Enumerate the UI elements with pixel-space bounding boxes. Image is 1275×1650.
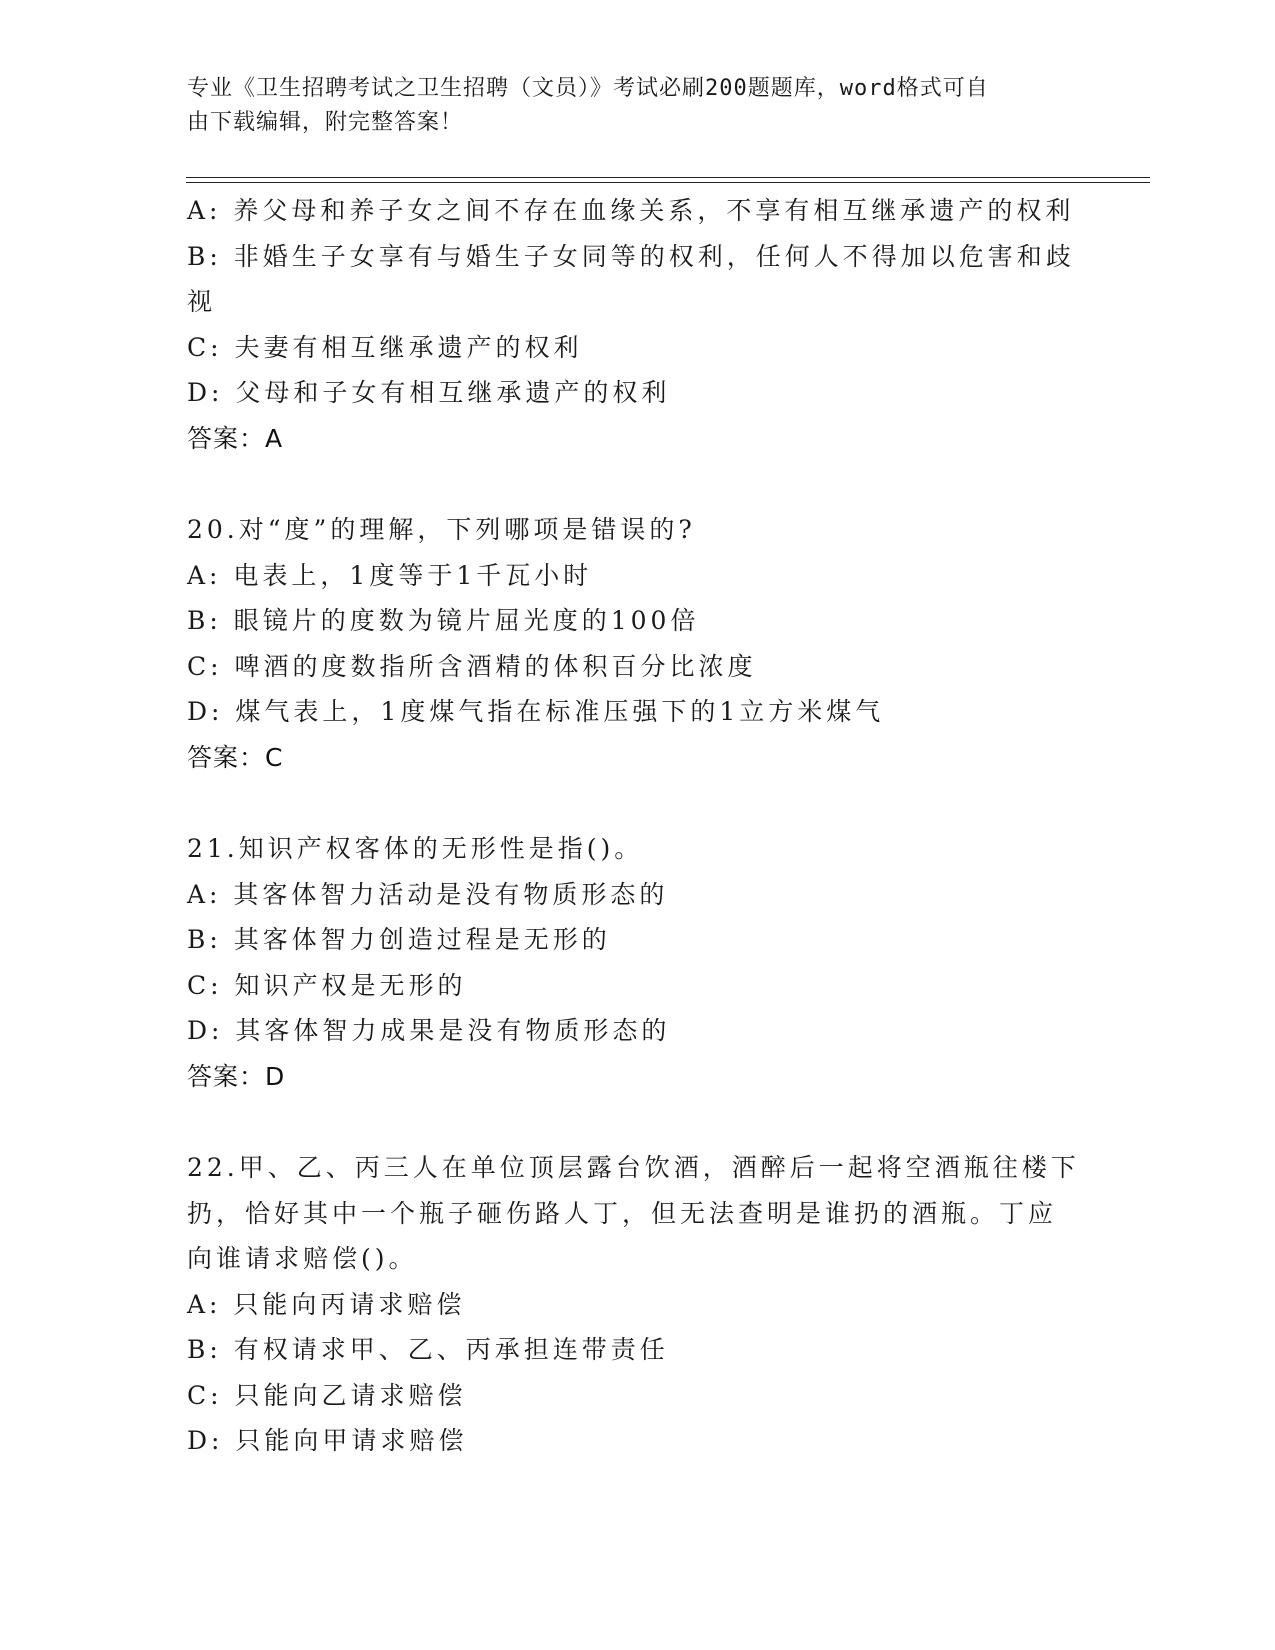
question-list	[187, 188, 1087, 1464]
spacer	[187, 1099, 1087, 1145]
header-line-1: 专业《卫生招聘考试之卫生招聘（文员）》考试必刷200题题库，word格式可自	[187, 76, 989, 101]
spacer	[187, 780, 1087, 826]
option-b: B: 其客体智力创造过程是无形的	[187, 925, 611, 954]
question-stem-line-2: 扔，恰好其中一个瓶子砸伤路人丁，但无法查明是谁扔的酒瓶。丁应	[187, 1198, 1058, 1228]
option-d: D: 只能向甲请求赔偿	[187, 1426, 468, 1455]
header-divider-bottom	[186, 182, 1150, 183]
question-stem-line-1: 22.甲、乙、丙三人在单位顶层露台饮酒，酒醉后一起将空酒瓶往楼下	[187, 1153, 1080, 1182]
header-divider-top	[186, 177, 1150, 178]
option-c: C: 啤酒的度数指所含酒精的体积百分比浓度	[187, 651, 757, 681]
option-a: A: 其客体智力活动是没有物质形态的	[187, 879, 669, 909]
question-21	[187, 826, 1087, 1099]
option-b-continued: 视	[187, 287, 217, 316]
answer-label: 答案：C	[187, 742, 284, 772]
answer-label: 答案：A	[187, 423, 284, 453]
answer-label: 答案：D	[187, 1061, 286, 1091]
question-stem: 20.对“度”的理解，下列哪项是错误的?	[187, 515, 696, 544]
question-19	[187, 188, 1087, 461]
spacer	[187, 461, 1087, 507]
question-22	[187, 1145, 1087, 1464]
option-d: D: 其客体智力成果是没有物质形态的	[187, 1016, 671, 1045]
question-20	[187, 507, 1087, 780]
option-a: A: 养父母和养子女之间不存在血缘关系，不享有相互继承遗产的权利	[187, 196, 1075, 225]
header-line-2: 由下载编辑，附完整答案！	[187, 110, 464, 135]
option-b: B: 眼镜片的度数为镜片屈光度的100倍	[187, 606, 700, 635]
option-c: C: 夫妻有相互继承遗产的权利	[187, 332, 583, 362]
option-c: C: 只能向乙请求赔偿	[187, 1380, 467, 1410]
document-header	[187, 72, 1067, 140]
option-a: A: 只能向丙请求赔偿	[187, 1289, 466, 1319]
option-d: D: 父母和子女有相互继承遗产的权利	[187, 378, 671, 407]
option-b: B: 有权请求甲、乙、丙承担连带责任	[187, 1335, 669, 1364]
option-b: B: 非婚生子女享有与婚生子女同等的权利，任何人不得加以危害和歧	[187, 241, 1075, 271]
question-stem: 21.知识产权客体的无形性是指()。	[187, 834, 644, 863]
option-c: C: 知识产权是无形的	[187, 970, 467, 1000]
option-d: D: 煤气表上，1度煤气指在标准压强下的1立方米煤气	[187, 697, 885, 726]
option-a: A: 电表上，1度等于1千瓦小时	[187, 560, 593, 590]
question-stem-line-3: 向谁请求赔偿()。	[187, 1244, 418, 1273]
